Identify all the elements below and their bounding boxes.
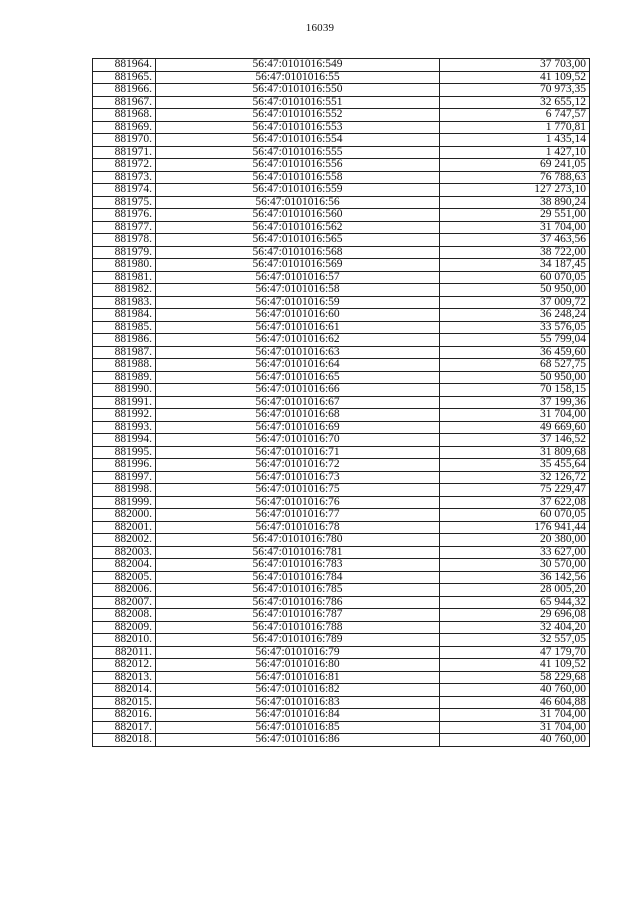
cadastral-number: 56:47:0101016:559 — [156, 184, 440, 197]
cadastral-value: 31 704,00 — [440, 221, 590, 234]
table-row — [93, 734, 590, 747]
row-number: 881999. — [93, 496, 156, 509]
cadastral-number: 56:47:0101016:56 — [156, 196, 440, 209]
cadastral-number: 56:47:0101016:69 — [156, 421, 440, 434]
cadastral-number: 56:47:0101016:84 — [156, 709, 440, 722]
cadastral-value: 38 722,00 — [440, 246, 590, 259]
cadastral-value: 6 747,57 — [440, 109, 590, 122]
cadastral-number: 56:47:0101016:550 — [156, 84, 440, 97]
cadastral-number: 56:47:0101016:787 — [156, 609, 440, 622]
row-number: 881987. — [93, 346, 156, 359]
table-row — [93, 346, 590, 359]
table-row — [93, 459, 590, 472]
cadastral-number: 56:47:0101016:55 — [156, 71, 440, 84]
table-row — [93, 171, 590, 184]
cadastral-value: 50 950,00 — [440, 371, 590, 384]
row-number: 881983. — [93, 296, 156, 309]
row-number: 882005. — [93, 571, 156, 584]
cadastral-number: 56:47:0101016:786 — [156, 596, 440, 609]
cadastral-number: 56:47:0101016:85 — [156, 721, 440, 734]
row-number: 881980. — [93, 259, 156, 272]
cadastral-number: 56:47:0101016:555 — [156, 146, 440, 159]
row-number: 881971. — [93, 146, 156, 159]
cadastral-value: 30 570,00 — [440, 559, 590, 572]
cadastral-value: 69 241,05 — [440, 159, 590, 172]
table-row — [93, 359, 590, 372]
row-number: 882001. — [93, 521, 156, 534]
table-row — [93, 496, 590, 509]
row-number: 881995. — [93, 446, 156, 459]
cadastral-number: 56:47:0101016:68 — [156, 409, 440, 422]
table-row — [93, 684, 590, 697]
cadastral-value: 31 704,00 — [440, 709, 590, 722]
cadastral-number: 56:47:0101016:569 — [156, 259, 440, 272]
row-number: 881979. — [93, 246, 156, 259]
table-row — [93, 84, 590, 97]
row-number: 882010. — [93, 634, 156, 647]
table-row — [93, 571, 590, 584]
cadastral-value: 68 527,75 — [440, 359, 590, 372]
table-row — [93, 584, 590, 597]
cadastral-number: 56:47:0101016:780 — [156, 534, 440, 547]
cadastral-number: 56:47:0101016:785 — [156, 584, 440, 597]
cadastral-value: 29 551,00 — [440, 209, 590, 222]
cadastral-number: 56:47:0101016:784 — [156, 571, 440, 584]
table-row — [93, 71, 590, 84]
row-number: 881982. — [93, 284, 156, 297]
table-row — [93, 321, 590, 334]
cadastral-number: 56:47:0101016:65 — [156, 371, 440, 384]
cadastral-value: 37 199,36 — [440, 396, 590, 409]
table-row — [93, 234, 590, 247]
cadastral-number: 56:47:0101016:565 — [156, 234, 440, 247]
cadastral-value: 46 604,88 — [440, 696, 590, 709]
row-number: 881978. — [93, 234, 156, 247]
row-number: 882015. — [93, 696, 156, 709]
cadastral-value: 47 179,70 — [440, 646, 590, 659]
cadastral-number: 56:47:0101016:62 — [156, 334, 440, 347]
table-row — [93, 596, 590, 609]
table-row — [93, 521, 590, 534]
table-row — [93, 159, 590, 172]
cadastral-number: 56:47:0101016:70 — [156, 434, 440, 447]
cadastral-value: 36 142,56 — [440, 571, 590, 584]
row-number: 881990. — [93, 384, 156, 397]
cadastral-number: 56:47:0101016:553 — [156, 121, 440, 134]
table-row — [93, 396, 590, 409]
row-number: 881973. — [93, 171, 156, 184]
cadastral-value: 70 158,15 — [440, 384, 590, 397]
cadastral-number: 56:47:0101016:57 — [156, 271, 440, 284]
row-number: 881985. — [93, 321, 156, 334]
row-number: 881984. — [93, 309, 156, 322]
cadastral-value: 37 009,72 — [440, 296, 590, 309]
cadastral-number: 56:47:0101016:788 — [156, 621, 440, 634]
row-number: 881988. — [93, 359, 156, 372]
cadastral-value: 31 809,68 — [440, 446, 590, 459]
row-number: 881976. — [93, 209, 156, 222]
cadastral-value-table — [92, 58, 590, 747]
cadastral-value: 20 380,00 — [440, 534, 590, 547]
table-row — [93, 509, 590, 522]
cadastral-number: 56:47:0101016:81 — [156, 671, 440, 684]
cadastral-value: 40 760,00 — [440, 684, 590, 697]
cadastral-number: 56:47:0101016:79 — [156, 646, 440, 659]
row-number: 882014. — [93, 684, 156, 697]
row-number: 882018. — [93, 734, 156, 747]
table-row — [93, 209, 590, 222]
row-number: 882000. — [93, 509, 156, 522]
row-number: 882007. — [93, 596, 156, 609]
row-number: 881975. — [93, 196, 156, 209]
cadastral-number: 56:47:0101016:783 — [156, 559, 440, 572]
table-row — [93, 134, 590, 147]
cadastral-number: 56:47:0101016:789 — [156, 634, 440, 647]
row-number: 881965. — [93, 71, 156, 84]
cadastral-number: 56:47:0101016:67 — [156, 396, 440, 409]
row-number: 881964. — [93, 59, 156, 72]
table-row — [93, 696, 590, 709]
table-row — [93, 471, 590, 484]
cadastral-value: 37 463,56 — [440, 234, 590, 247]
table-row — [93, 109, 590, 122]
table-row — [93, 409, 590, 422]
cadastral-number: 56:47:0101016:75 — [156, 484, 440, 497]
cadastral-number: 56:47:0101016:568 — [156, 246, 440, 259]
table-row — [93, 709, 590, 722]
cadastral-value: 75 229,47 — [440, 484, 590, 497]
cadastral-number: 56:47:0101016:560 — [156, 209, 440, 222]
cadastral-value: 33 576,05 — [440, 321, 590, 334]
row-number: 881974. — [93, 184, 156, 197]
table-row — [93, 559, 590, 572]
row-number: 882003. — [93, 546, 156, 559]
table-row — [93, 384, 590, 397]
table-row — [93, 196, 590, 209]
table-row — [93, 421, 590, 434]
cadastral-value: 50 950,00 — [440, 284, 590, 297]
table-row — [93, 121, 590, 134]
cadastral-number: 56:47:0101016:76 — [156, 496, 440, 509]
cadastral-value: 1 435,14 — [440, 134, 590, 147]
table-row — [93, 621, 590, 634]
cadastral-value: 60 070,05 — [440, 271, 590, 284]
table-body — [93, 59, 590, 747]
cadastral-number: 56:47:0101016:80 — [156, 659, 440, 672]
table-row — [93, 59, 590, 72]
row-number: 882002. — [93, 534, 156, 547]
row-number: 882017. — [93, 721, 156, 734]
cadastral-number: 56:47:0101016:60 — [156, 309, 440, 322]
cadastral-number: 56:47:0101016:549 — [156, 59, 440, 72]
cadastral-value: 38 890,24 — [440, 196, 590, 209]
table-row — [93, 484, 590, 497]
row-number: 881966. — [93, 84, 156, 97]
cadastral-value: 176 941,44 — [440, 521, 590, 534]
cadastral-value: 37 703,00 — [440, 59, 590, 72]
table-row — [93, 671, 590, 684]
page-number: 16039 — [305, 22, 335, 34]
cadastral-value: 33 627,00 — [440, 546, 590, 559]
row-number: 882004. — [93, 559, 156, 572]
cadastral-number: 56:47:0101016:86 — [156, 734, 440, 747]
cadastral-value: 32 655,12 — [440, 96, 590, 109]
table-row — [93, 634, 590, 647]
cadastral-value: 32 557,05 — [440, 634, 590, 647]
table-row — [93, 96, 590, 109]
row-number: 882011. — [93, 646, 156, 659]
cadastral-value: 32 404,20 — [440, 621, 590, 634]
cadastral-value: 60 070,05 — [440, 509, 590, 522]
row-number: 881998. — [93, 484, 156, 497]
cadastral-number: 56:47:0101016:71 — [156, 446, 440, 459]
table-row — [93, 534, 590, 547]
table-row — [93, 721, 590, 734]
cadastral-value: 31 704,00 — [440, 409, 590, 422]
table-row — [93, 609, 590, 622]
table-row — [93, 221, 590, 234]
cadastral-value: 37 622,08 — [440, 496, 590, 509]
cadastral-number: 56:47:0101016:552 — [156, 109, 440, 122]
cadastral-value: 127 273,10 — [440, 184, 590, 197]
row-number: 881981. — [93, 271, 156, 284]
cadastral-value: 65 944,32 — [440, 596, 590, 609]
row-number: 881994. — [93, 434, 156, 447]
table-row — [93, 446, 590, 459]
cadastral-number: 56:47:0101016:82 — [156, 684, 440, 697]
cadastral-number: 56:47:0101016:64 — [156, 359, 440, 372]
table-row — [93, 284, 590, 297]
row-number: 881972. — [93, 159, 156, 172]
table-row — [93, 184, 590, 197]
row-number: 882009. — [93, 621, 156, 634]
cadastral-number: 56:47:0101016:73 — [156, 471, 440, 484]
cadastral-value: 28 005,20 — [440, 584, 590, 597]
cadastral-number: 56:47:0101016:562 — [156, 221, 440, 234]
row-number: 881986. — [93, 334, 156, 347]
cadastral-number: 56:47:0101016:77 — [156, 509, 440, 522]
cadastral-number: 56:47:0101016:781 — [156, 546, 440, 559]
cadastral-value: 1 427,10 — [440, 146, 590, 159]
row-number: 881993. — [93, 421, 156, 434]
table-row — [93, 296, 590, 309]
table-row — [93, 259, 590, 272]
cadastral-number: 56:47:0101016:558 — [156, 171, 440, 184]
table-row — [93, 271, 590, 284]
row-number: 882008. — [93, 609, 156, 622]
row-number: 881996. — [93, 459, 156, 472]
row-number: 881997. — [93, 471, 156, 484]
cadastral-value: 40 760,00 — [440, 734, 590, 747]
cadastral-value: 41 109,52 — [440, 659, 590, 672]
cadastral-value: 41 109,52 — [440, 71, 590, 84]
cadastral-value: 34 187,45 — [440, 259, 590, 272]
table-row — [93, 646, 590, 659]
cadastral-value: 55 799,04 — [440, 334, 590, 347]
table-row — [93, 309, 590, 322]
row-number: 882012. — [93, 659, 156, 672]
cadastral-number: 56:47:0101016:59 — [156, 296, 440, 309]
row-number: 881970. — [93, 134, 156, 147]
row-number: 881967. — [93, 96, 156, 109]
cadastral-number: 56:47:0101016:78 — [156, 521, 440, 534]
cadastral-value: 31 704,00 — [440, 721, 590, 734]
table-row — [93, 659, 590, 672]
cadastral-value: 37 146,52 — [440, 434, 590, 447]
table-row — [93, 146, 590, 159]
row-number: 881989. — [93, 371, 156, 384]
row-number: 882013. — [93, 671, 156, 684]
cadastral-number: 56:47:0101016:63 — [156, 346, 440, 359]
cadastral-value: 29 696,08 — [440, 609, 590, 622]
cadastral-value: 36 459,60 — [440, 346, 590, 359]
row-number: 881977. — [93, 221, 156, 234]
row-number: 881991. — [93, 396, 156, 409]
cadastral-number: 56:47:0101016:551 — [156, 96, 440, 109]
table-row — [93, 334, 590, 347]
row-number: 881969. — [93, 121, 156, 134]
cadastral-value: 36 248,24 — [440, 309, 590, 322]
row-number: 882016. — [93, 709, 156, 722]
cadastral-number: 56:47:0101016:61 — [156, 321, 440, 334]
row-number: 881968. — [93, 109, 156, 122]
row-number: 882006. — [93, 584, 156, 597]
cadastral-number: 56:47:0101016:72 — [156, 459, 440, 472]
cadastral-value: 35 455,64 — [440, 459, 590, 472]
table-row — [93, 546, 590, 559]
cadastral-number: 56:47:0101016:83 — [156, 696, 440, 709]
cadastral-value: 32 126,72 — [440, 471, 590, 484]
cadastral-number: 56:47:0101016:66 — [156, 384, 440, 397]
cadastral-number: 56:47:0101016:556 — [156, 159, 440, 172]
table-row — [93, 434, 590, 447]
table-row — [93, 246, 590, 259]
cadastral-value: 70 973,35 — [440, 84, 590, 97]
table-row — [93, 371, 590, 384]
cadastral-value: 58 229,68 — [440, 671, 590, 684]
row-number: 881992. — [93, 409, 156, 422]
cadastral-number: 56:47:0101016:554 — [156, 134, 440, 147]
cadastral-number: 56:47:0101016:58 — [156, 284, 440, 297]
cadastral-value: 76 788,63 — [440, 171, 590, 184]
cadastral-value: 49 669,60 — [440, 421, 590, 434]
cadastral-value: 1 770,81 — [440, 121, 590, 134]
